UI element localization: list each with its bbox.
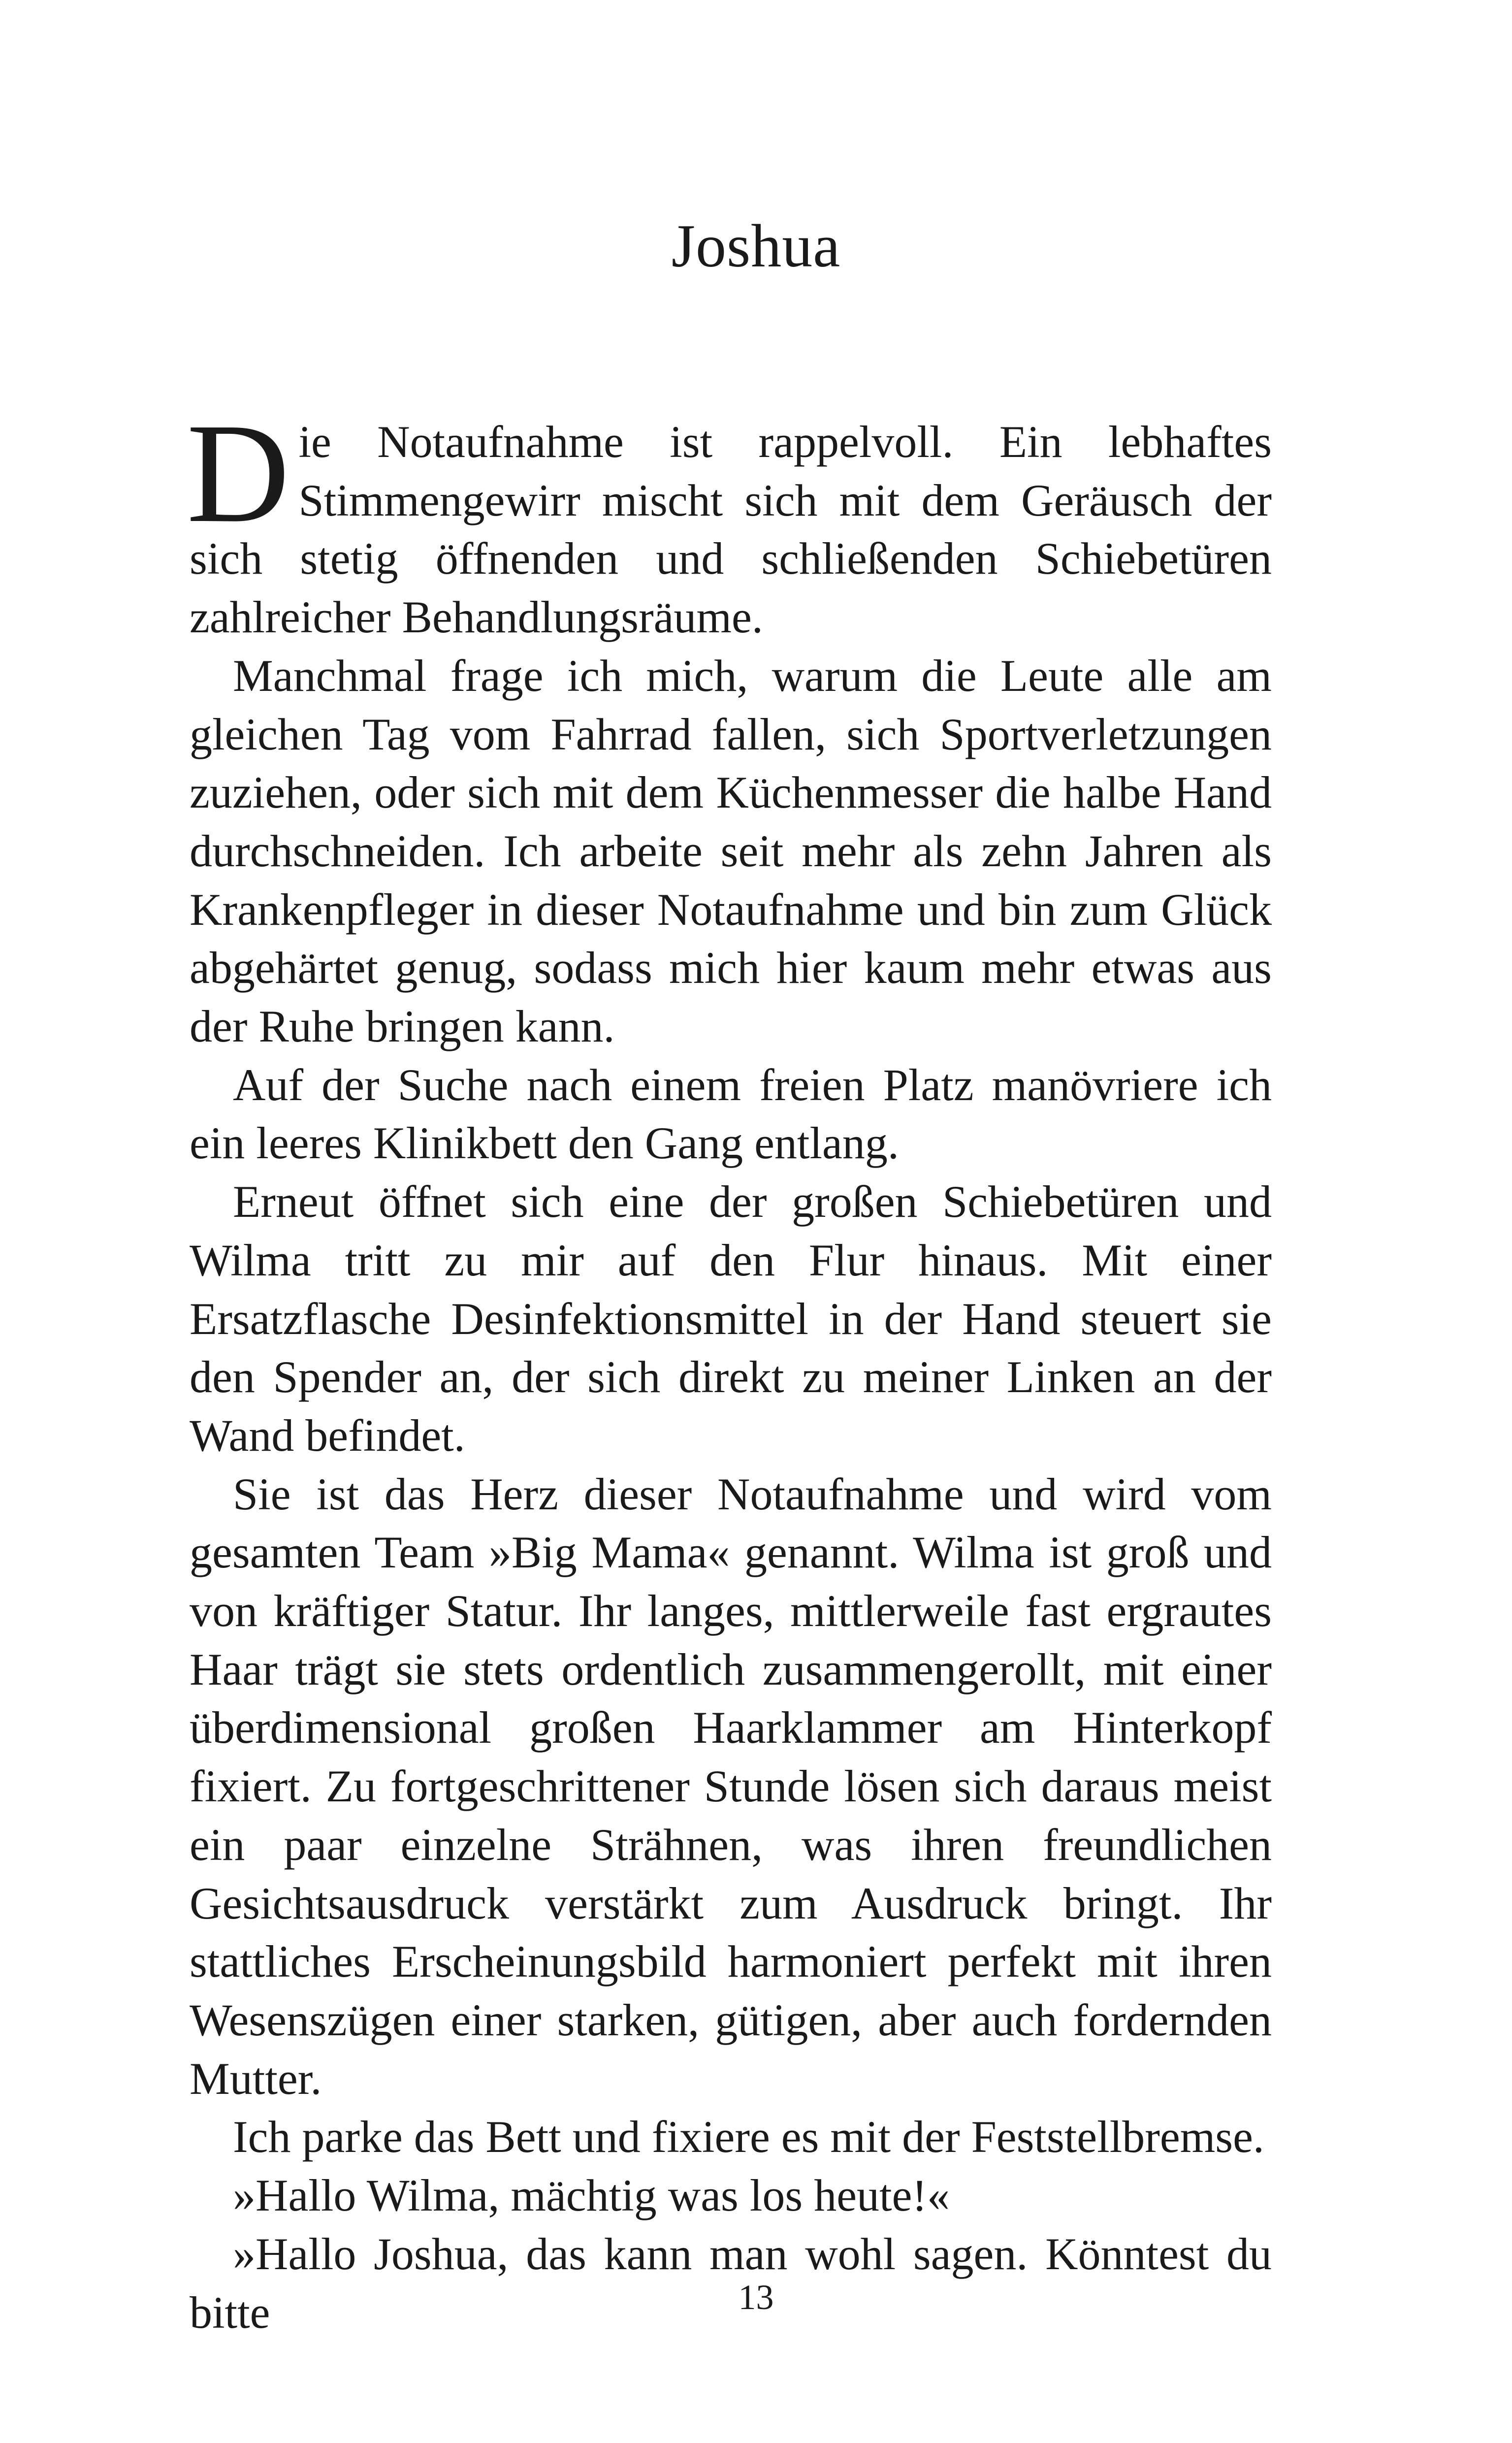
paragraph-2: Manchmal frage ich mich, warum die Leute alle am gleichen Tag vom Fahrrad fallen, sich Sportverletzungen zuziehen, oder sich mit dem Küchenmesser die halbe Hand durchschneiden. Ich arbeite seit mehr als zehn Jahren als Krankenpfleger in dieser Notaufnahme und bin zum Glück abgehärtet genug, sodass mich hier kaum mehr etwas aus der Ruhe bringen kann. [190, 650, 1272, 1052]
paragraph-6: Ich parke das Bett und fixiere es mit der Feststellbremse. [233, 2112, 1264, 2162]
body-text [187, 394, 1272, 2342]
paragraph-1-text: ie Notaufnahme ist rappelvoll. Ein lebhaftes Stimmengewirr mischt sich mit dem Geräusch der sich stetig öffnenden und schließenden Schiebetüren zahlreicher Behandlungsräume. [190, 417, 1272, 643]
chapter-title: Joshua [671, 212, 841, 280]
paragraph-1 [187, 394, 1272, 647]
page-number: 13 [738, 2278, 774, 2317]
paragraph-5: Sie ist das Herz dieser Notaufnahme und wird vom gesamten Team »Big Mama« genannt. Wilma ist groß und von kräftiger Statur. Ihr langes, mittlerweile fast ergrautes Haar trägt sie stets ordentlich zusammengerollt, mit einer überdimensional großen Haarklammer am Hinterkopf fixiert. Zu fortgeschrittener Stunde lösen sich daraus meist ein paar einzelne Strähnen, was ihren freundlichen Gesichtsausdruck verstärkt zum Ausdruck bringt. Ihr stattliches Erscheinungsbild harmoniert perfekt mit ihren Wesenszügen einer starken, gütigen, aber auch fordernden Mutter. [190, 1468, 1272, 2104]
paragraph-4: Erneut öffnet sich eine der großen Schiebetüren und Wilma tritt zu mir auf den Flur hinaus. Mit einer Ersatzflasche Desinfektionsmittel in der Hand steuert sie den Spender an, der sich direkt zu meiner Linken an der Wand befindet. [190, 1176, 1272, 1461]
drop-cap: D [187, 394, 290, 552]
paragraph-3: Auf der Suche nach einem freien Platz manövriere ich ein leeres Klinikbett den Gang entlang. [190, 1059, 1272, 1169]
paragraph-7: »Hallo Wilma, mächtig was los heute!« [233, 2170, 950, 2221]
paragraph-8: »Hallo Joshua, das kann man wohl sagen. Könntest du bitte [190, 2228, 1272, 2338]
